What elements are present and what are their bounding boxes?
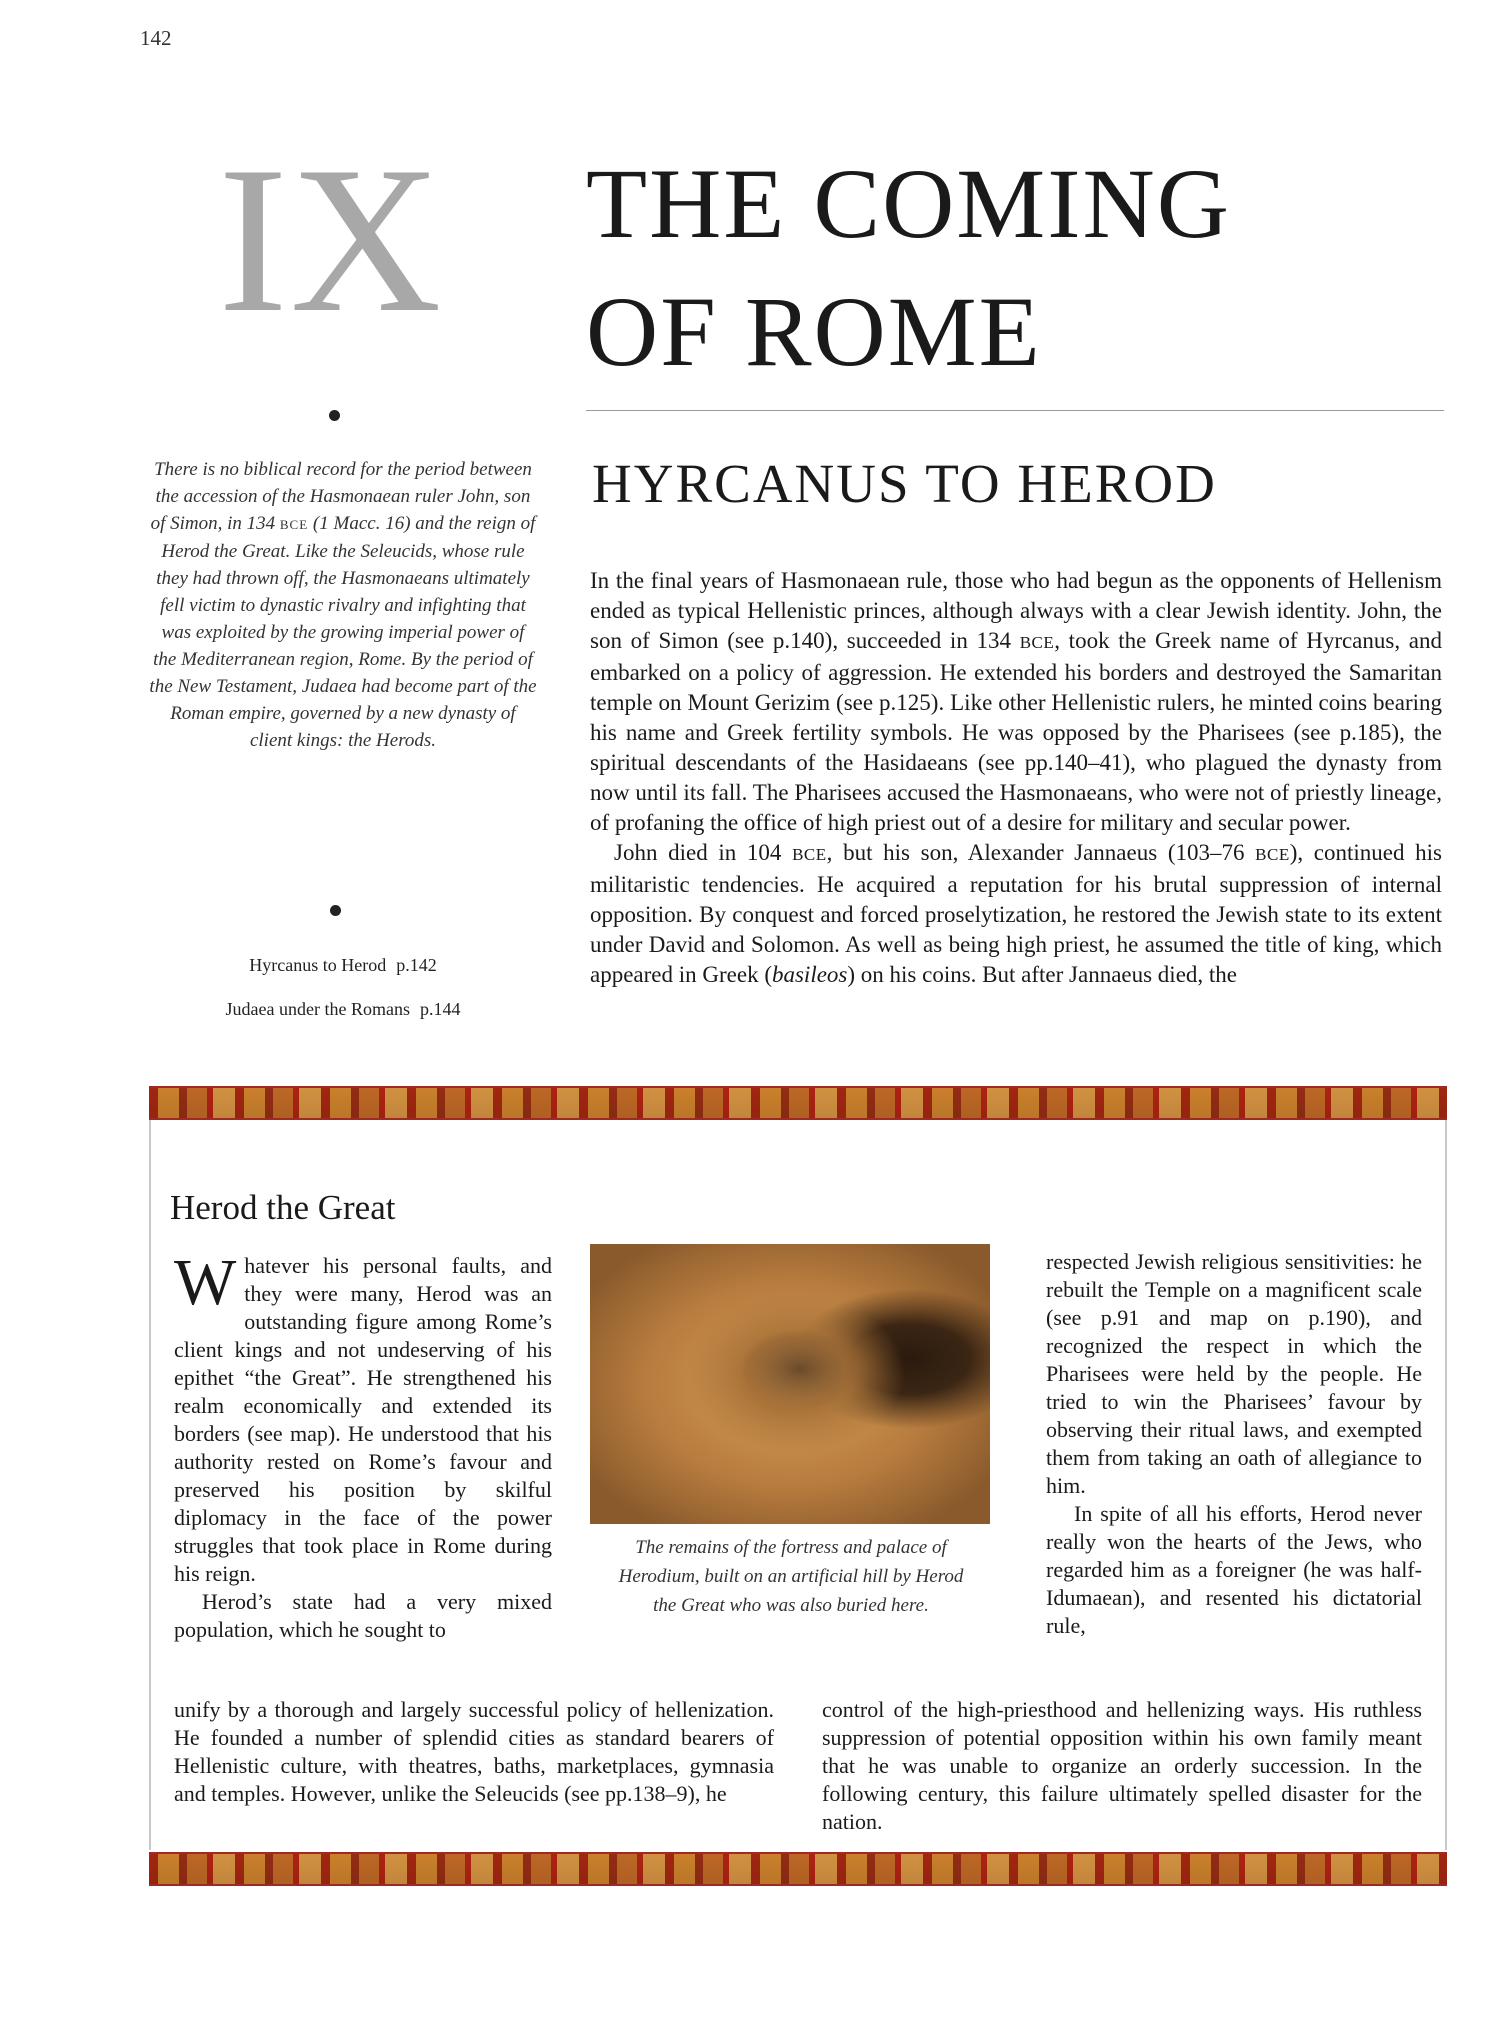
decorative-border-top xyxy=(149,1086,1447,1120)
toc-item[interactable] xyxy=(148,955,538,976)
italic-term: basileos xyxy=(771,962,848,987)
intro-text-b: (1 Macc. 16) and the reign of Herod the Great. Like the Seleucids, whose rule they had thrown off, the Hasmonaeans ultimately fell victim to dynastic rivalry and infighting that was exploited by the growing imperial power of the Mediterranean region, Rome. By the period of the New Testament, Judaea had become part of the Roman empire, governed by a new dynasty of client kings: the Herods. xyxy=(149,513,537,751)
toc-page: p.144 xyxy=(419,999,461,1019)
bullet-dot xyxy=(329,410,340,421)
chapter-title-line-1: THE COMING xyxy=(586,148,1231,259)
chapter-title-line-2: OF ROME xyxy=(586,276,1042,387)
box-paragraph: In spite of all his efforts, Herod never really won the hearts of the Jews, who regarded him as a foreigner (he was half-Idumaean), and resented his dictatorial rule, xyxy=(1046,1501,1422,1638)
title-divider xyxy=(586,410,1444,411)
section-title: HYRCANUS TO HEROD xyxy=(592,453,1217,514)
photo-caption: The remains of the fortress and palace of Herodium, built on an artificial hill by Herod the Great who was also buried here. xyxy=(618,1537,964,1616)
toc-label: Hyrcanus to Herod xyxy=(249,955,387,975)
drop-cap: W xyxy=(174,1246,237,1319)
chapter-title xyxy=(586,140,1231,396)
box-paragraph: Herod’s state had a very mixed population, which he sought to xyxy=(174,1589,552,1642)
page-number: 142 xyxy=(140,26,172,50)
decorative-border-bottom xyxy=(149,1852,1447,1886)
text-run: John died in 104 xyxy=(614,840,793,865)
box-bottom-right: control of the high-priesthood and hellenizing ways. His ruthless suppression of potential opposition within his own family meant that he was unable to organize an orderly succession. In the following century, this failure ultimately spelled disaster for the nation. xyxy=(822,1697,1422,1834)
intro-text-a: There is no biblical record for the period between the accession of the Hasmonaean ruler John, son of Simon, in 134 xyxy=(150,459,532,534)
text-run: ), continued his militaristic tendencies. He acquired a reputation for his brutal suppression of internal opposition. By conquest and forced proselytization, he restored the Jewish state to its extent under David and Solomon. As well as being high priest, he assumed the title of king, which appeared in Greek ( xyxy=(590,840,1443,987)
toc-item[interactable] xyxy=(148,999,538,1020)
chapter-intro xyxy=(148,456,538,754)
box-column-right xyxy=(1046,1248,1422,1640)
body-paragraph xyxy=(590,838,1442,990)
herodium-photo xyxy=(590,1244,990,1524)
text-run: In the final years of Hasmonaean rule, those who had begun as the opponents of Hellenism ended as typical Hellenistic princes, although always with a clear Jewish identity. John, the son of Simon (see p.140), succeeded in 134 xyxy=(590,568,1442,653)
text-run: , but his son, Alexander Jannaeus (103–76 xyxy=(826,840,1256,865)
body-paragraph xyxy=(590,566,1442,838)
text-run: , took the Greek name of Hyrcanus, and embarked on a policy of aggression. He extended his borders and destroyed the Samaritan temple on Mount Gerizim (see p.125). Like other Hellenistic rulers, he minted coins bearing his name and Greek fertility symbols. He was opposed by the Pharisees (see p.185), the spiritual descendants of the Hasidaeans (see pp.140–41), who plagued the dynasty from now until its fall. The Pharisees accused the Hasmonaeans, who were not of priestly lineage, of profaning the office of high priest out of a desire for military and secular power. xyxy=(590,628,1442,835)
toc-label: Judaea under the Romans xyxy=(225,999,410,1019)
bullet-dot xyxy=(330,905,341,916)
box-column-left xyxy=(174,1246,552,1644)
era-label: BCE xyxy=(1255,845,1290,864)
chapter-numeral: IX xyxy=(218,124,444,356)
box-bottom-left: unify by a thorough and largely successful policy of hellenization. He founded a number of splendid cities as standard bearers of Hellenistic culture, with theatres, baths, marketplaces, gymnasia and temples. However, unlike the Seleucids (see pp.138–9), he xyxy=(174,1697,774,1806)
era-label: BCE xyxy=(792,845,827,864)
text-run: ) on his coins. But after Jannaeus died, the xyxy=(847,962,1238,987)
box-title: Herod the Great xyxy=(170,1188,396,1227)
box-paragraph: respected Jewish religious sensitivities: he rebuilt the Temple on a magnificent scale (see p.91 and map on p.190), and recognized the respect in which the Pharisees were held by the people. He tried to win the Pharisees’ favour by observing their ritual laws, and exempted them from taking an oath of allegiance to him. xyxy=(1046,1249,1422,1498)
toc-page: p.142 xyxy=(396,955,437,975)
text-run: hatever his personal faults, and they were many, Herod was an outstanding figure among Rome’s client kings and not undeserving of his epithet “the Great”. He strengthened his realm economically and extended its borders (see map). He understood that his authority rested on Rome’s favour and preserved his position by skilful diplomacy in the face of the power struggles that took place in Rome during his reign. xyxy=(174,1253,552,1586)
box-paragraph xyxy=(174,1246,552,1588)
intro-era: BCE xyxy=(279,517,309,532)
era-label: BCE xyxy=(1019,633,1055,652)
section-body xyxy=(590,566,1442,990)
